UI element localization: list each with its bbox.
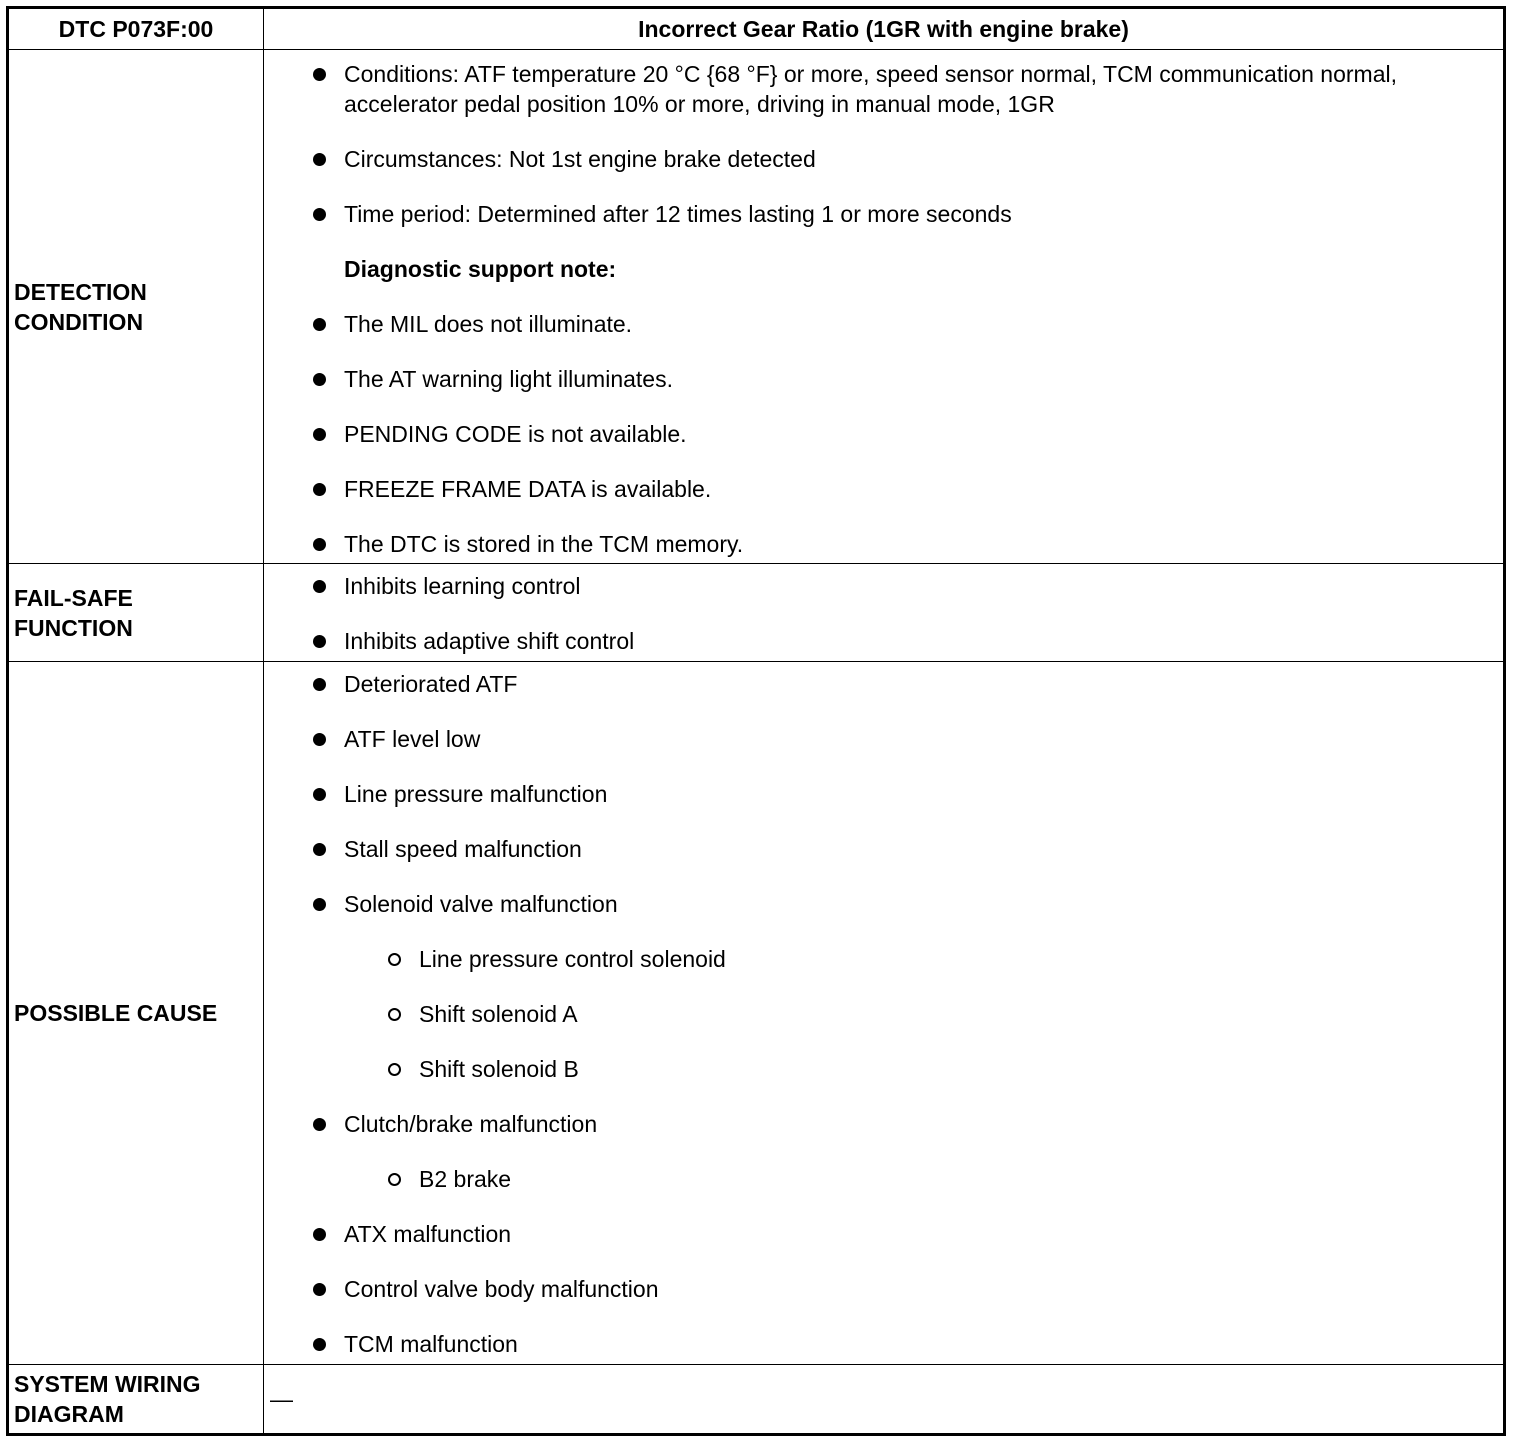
- failsafe-list: [264, 571, 1495, 656]
- failsafe-content: [264, 564, 1505, 662]
- detection-list: [264, 59, 1495, 559]
- list-item: Time period: Determined after 12 times lasting 1 or more seconds: [264, 199, 1495, 229]
- bullet-icon: [313, 208, 326, 221]
- list-item: Clutch/brake malfunction: [264, 1109, 1495, 1139]
- causes-content: [264, 662, 1505, 1365]
- bullet-icon: [313, 1228, 326, 1241]
- list-item: PENDING CODE is not available.: [264, 419, 1495, 449]
- bullet-icon: [313, 538, 326, 551]
- bullet-icon: [313, 373, 326, 386]
- failsafe-label-line2: FUNCTION: [14, 614, 133, 641]
- list-item: FREEZE FRAME DATA is available.: [264, 474, 1495, 504]
- dtc-table: [6, 6, 1506, 1436]
- hollow-bullet-icon: [388, 953, 401, 966]
- hollow-bullet-icon: [388, 1173, 401, 1186]
- detection-row: [8, 50, 1505, 564]
- bullet-icon: [313, 428, 326, 441]
- bullet-icon: [313, 1283, 326, 1296]
- list-item: Circumstances: Not 1st engine brake detected: [264, 144, 1495, 174]
- bullet-icon: [313, 483, 326, 496]
- hollow-bullet-icon: [388, 1008, 401, 1021]
- sub-list-item: Line pressure control solenoid: [264, 944, 1495, 974]
- causes-row: [8, 662, 1505, 1365]
- wiring-row: [8, 1365, 1505, 1435]
- sub-list-item: Shift solenoid A: [264, 999, 1495, 1029]
- dtc-title: Incorrect Gear Ratio (1GR with engine brake): [264, 8, 1505, 50]
- hollow-bullet-icon: [388, 1063, 401, 1076]
- list-item: Deteriorated ATF: [264, 669, 1495, 699]
- list-item: ATX malfunction: [264, 1219, 1495, 1249]
- sub-list-item: B2 brake: [264, 1164, 1495, 1194]
- list-item: ATF level low: [264, 724, 1495, 754]
- header-row: [8, 8, 1505, 50]
- failsafe-row: [8, 564, 1505, 662]
- list-item: Control valve body malfunction: [264, 1274, 1495, 1304]
- detection-label: [8, 50, 264, 564]
- list-item: Inhibits learning control: [264, 571, 1495, 601]
- bullet-icon: [313, 635, 326, 648]
- wiring-value: —: [264, 1365, 1505, 1435]
- wiring-label-line2: DIAGRAM: [14, 1401, 124, 1427]
- bullet-icon: [313, 843, 326, 856]
- causes-label: POSSIBLE CAUSE: [8, 662, 264, 1365]
- detection-label-line1: DETECTION: [14, 278, 147, 305]
- list-item: The AT warning light illuminates.: [264, 364, 1495, 394]
- causes-list: [264, 669, 1495, 1359]
- list-item: TCM malfunction: [264, 1329, 1495, 1359]
- detection-label-line2: CONDITION: [14, 308, 144, 335]
- dtc-code: DTC P073F:00: [8, 8, 264, 50]
- sub-list-item: Shift solenoid B: [264, 1054, 1495, 1084]
- bullet-icon: [313, 1338, 326, 1351]
- bullet-icon: [313, 733, 326, 746]
- detection-content: [264, 50, 1505, 564]
- failsafe-label-line1: FAIL-SAFE: [14, 584, 133, 611]
- bullet-icon: [313, 580, 326, 593]
- bullet-icon: [313, 788, 326, 801]
- list-item: Stall speed malfunction: [264, 834, 1495, 864]
- wiring-label-line1: SYSTEM WIRING: [14, 1371, 201, 1397]
- failsafe-label: [8, 564, 264, 662]
- wiring-label: [8, 1365, 264, 1435]
- list-item: Line pressure malfunction: [264, 779, 1495, 809]
- list-item: The MIL does not illuminate.: [264, 309, 1495, 339]
- bullet-icon: [313, 678, 326, 691]
- bullet-icon: [313, 898, 326, 911]
- bullet-icon: [313, 68, 326, 81]
- bullet-icon: [313, 153, 326, 166]
- bullet-icon: [313, 318, 326, 331]
- list-item: Conditions: ATF temperature 20 °C {68 °F} or more, speed sensor normal, TCM communication normal, accelerator pedal position 10% or more, driving in manual mode, 1GR: [264, 59, 1495, 119]
- list-item: Inhibits adaptive shift control: [264, 626, 1495, 656]
- bullet-icon: [313, 1118, 326, 1131]
- list-item: Solenoid valve malfunction: [264, 889, 1495, 919]
- note-heading: Diagnostic support note:: [344, 256, 617, 282]
- list-item: The DTC is stored in the TCM memory.: [264, 529, 1495, 559]
